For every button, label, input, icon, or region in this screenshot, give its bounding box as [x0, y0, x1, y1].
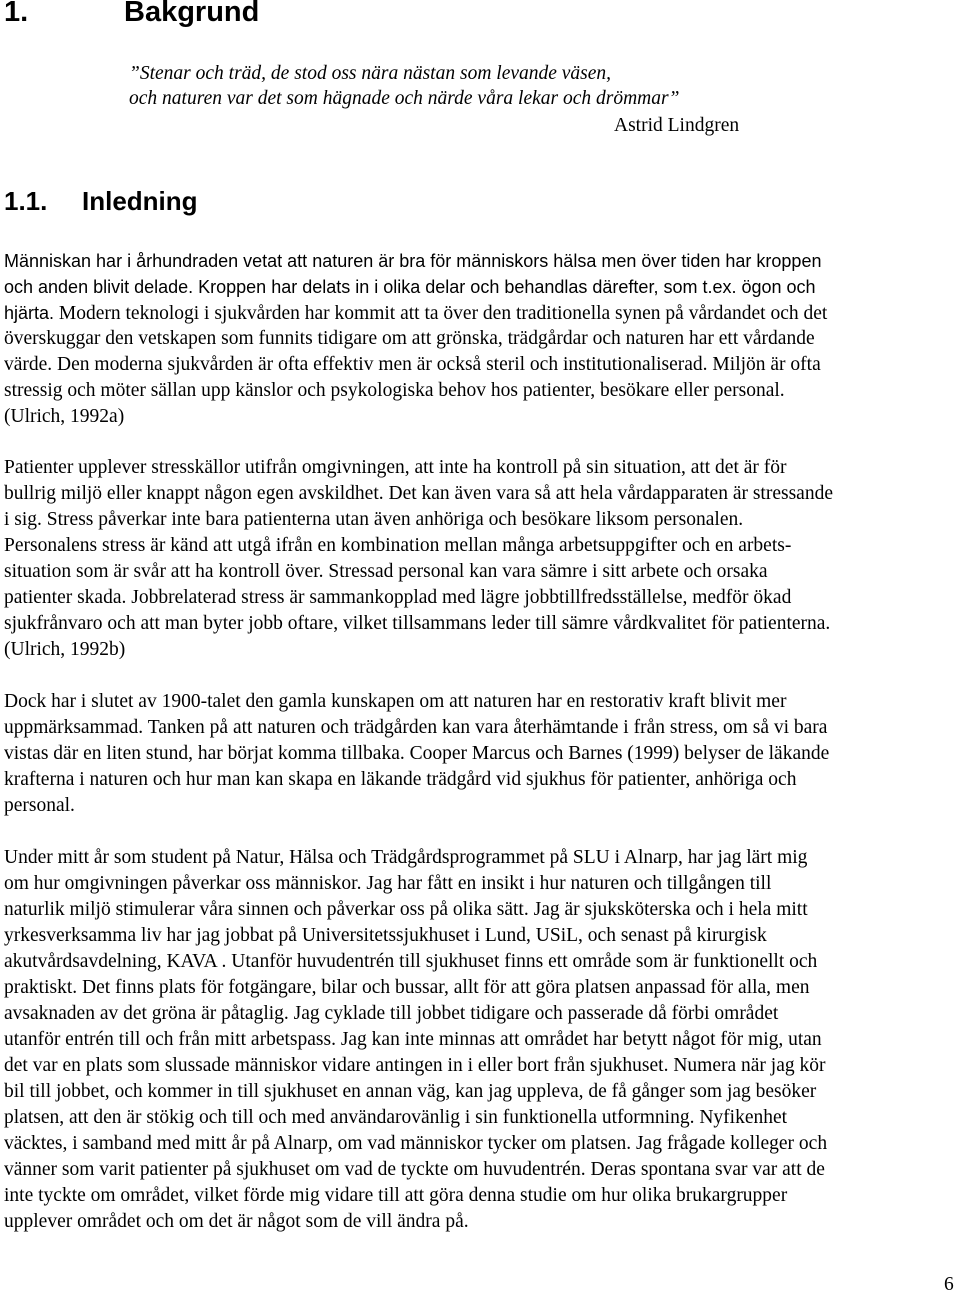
quote-author: Astrid Lindgren	[614, 115, 740, 136]
paragraph-line: yrkesverksamma liv har jag jobbat på Universitetssjukhuset i Lund, USiL, och senast på kirurgisk	[4, 925, 767, 946]
citation: (Ulrich, 1992b)	[4, 639, 126, 660]
paragraph-line: överskuggar den vetskapen som funnits tidigare om att grönska, trädgårdar och naturen har ett vårdande	[4, 328, 815, 349]
paragraph-line: krafterna i naturen och hur man kan skapa en läkande trädgård vid sjukhus för patienter, anhöriga och	[4, 769, 797, 790]
quote-line-1: ”Stenar och träd, de stod oss nära nästan som levande väsen,	[129, 63, 612, 84]
paragraph-line: i sig. Stress påverkar inte bara patienterna utan även anhöriga och besökare liksom personalen.	[4, 509, 744, 530]
paragraph-line: situation som är svår att ha kontroll över. Stressad personal kan vara sämre i sitt arbete och orsaka	[4, 561, 768, 582]
paragraph-1	[4, 248, 956, 430]
paragraph-line: patienter skada. Jobbrelaterad stress är sammankopplad med lägre jobbtillfredsställelse, medför ökad	[4, 587, 792, 608]
paragraph-line: uppmärksammad. Tanken på att naturen och trädgården kan vara återhämtande i från stress, om så vi bara	[4, 717, 828, 738]
paragraph-line-serif-part: Modern teknologi i sjukvården har kommit att ta över den traditionella synen på vårdandet och det	[54, 303, 828, 324]
subsection-title: Inledning	[82, 186, 198, 216]
paragraph-line: utanför entrén till och från mitt arbetspass. Jag kan inte minnas att området har betytt något för mig, utan	[4, 1029, 822, 1050]
paragraph-line: personal.	[4, 795, 75, 816]
paragraph-line: Dock har i slutet av 1900-talet den gamla kunskapen om att naturen har en restorativ kraft blivit mer	[4, 691, 787, 712]
paragraph-line: Människan har i århundraden vetat att naturen är bra för människors hälsa men över tiden har kroppen	[4, 251, 822, 271]
subsection-number: 1.1.	[4, 186, 48, 216]
paragraph-line: och anden blivit delade. Kroppen har delats in i olika delar och behandlas därefter, som t.ex. ögon och	[4, 277, 816, 297]
paragraph-line: väcktes, i samband med mitt år på Alnarp, om vad människor tycker om platsen. Jag frågade kolleger och	[4, 1133, 828, 1154]
page-number: 6	[944, 1274, 954, 1295]
paragraph-line: inte tyckte om området, vilket förde mig vidare till att göra denna studie om hur olika brukargrupper	[4, 1185, 788, 1206]
paragraph-line: bullrig miljö eller knappt någon egen avskildhet. Det kan även vara så att hela vårdapparaten är stressande	[4, 483, 833, 504]
paragraph-line-sans-part: hjärta.	[4, 303, 55, 323]
subsection-heading	[4, 184, 198, 218]
paragraph-3	[4, 689, 956, 819]
citation: (Ulrich, 1992a)	[4, 406, 125, 427]
paragraph-line: praktiskt. Det finns plats för fotgängare, bilar och bussar, allt för att göra platsen anpassad för alla, men	[4, 977, 810, 998]
paragraph-line	[4, 300, 956, 326]
paragraph-line: vistas där en liten stund, har börjat komma tillbaka. Cooper Marcus och Barnes (1999) belyser de läkande	[4, 743, 830, 764]
paragraph-line: vänner som varit patienter på sjukhuset om vad de tyckte om huvudentrén. Deras spontana svar var att de	[4, 1159, 825, 1180]
paragraph-4	[4, 845, 956, 1235]
paragraph-2	[4, 455, 956, 663]
paragraph-line: avsaknaden av det gröna är påtaglig. Jag cyklade till jobbet tidigare och passerade då förbi området	[4, 1003, 779, 1024]
paragraph-line: bil till jobbet, och kommer in till sjukhuset en annan väg, kan jag uppleva, de få gånger som jag besöker	[4, 1081, 817, 1102]
paragraph-line: Patienter upplever stresskällor utifrån omgivningen, att inte ha kontroll på sin situation, att det är för	[4, 457, 787, 478]
paragraph-line: upplever området och om det är något som de vill ändra på.	[4, 1211, 469, 1232]
paragraph-line: stressig och möter sällan upp känslor och psykologiska behov hos patienter, besökare eller personal.	[4, 380, 785, 401]
paragraph-line: värde. Den moderna sjukvården är ofta effektiv men är också steril och institutionaliserad. Miljön är ofta	[4, 354, 821, 375]
section-number: 1.	[4, 0, 29, 28]
section-heading	[4, 0, 259, 30]
paragraph-line: om hur omgivningen påverkar oss människor. Jag har fått en insikt i hur naturen och tillgången till	[4, 873, 772, 894]
section-title: Bakgrund	[124, 0, 260, 28]
epigraph-quote	[129, 61, 679, 111]
paragraph-line: sjukfrånvaro och att man byter jobb oftare, vilket tillsammans leder till sämre vårdkvalitet för patienterna.	[4, 613, 831, 634]
paragraph-line: Personalens stress är känd att utgå ifrån en kombination mellan många arbetsuppgifter och en arbets-	[4, 535, 792, 556]
paragraph-line: platsen, att den är stökig och till och med användarovänlig i sin funktionella utformning. Nyfikenhet	[4, 1107, 788, 1128]
paragraph-line: naturlik miljö stimulerar våra sinnen och påverkar oss på olika sätt. Jag är sjuksköterska och i hela mitt	[4, 899, 808, 920]
paragraph-line: det var en plats som slussade människor vidare antingen in i eller bort från sjukhuset. Numera när jag kör	[4, 1055, 826, 1076]
paragraph-line: akutvårdsavdelning, KAVA . Utanför huvudentrén till sjukhuset finns ett område som är funktionellt och	[4, 951, 818, 972]
quote-line-2: och naturen var det som hägnade och närde våra lekar och drömmar”	[129, 88, 680, 109]
paragraph-line: Under mitt år som student på Natur, Hälsa och Trädgårdsprogrammet på SLU i Alnarp, har jag lärt mig	[4, 847, 808, 868]
